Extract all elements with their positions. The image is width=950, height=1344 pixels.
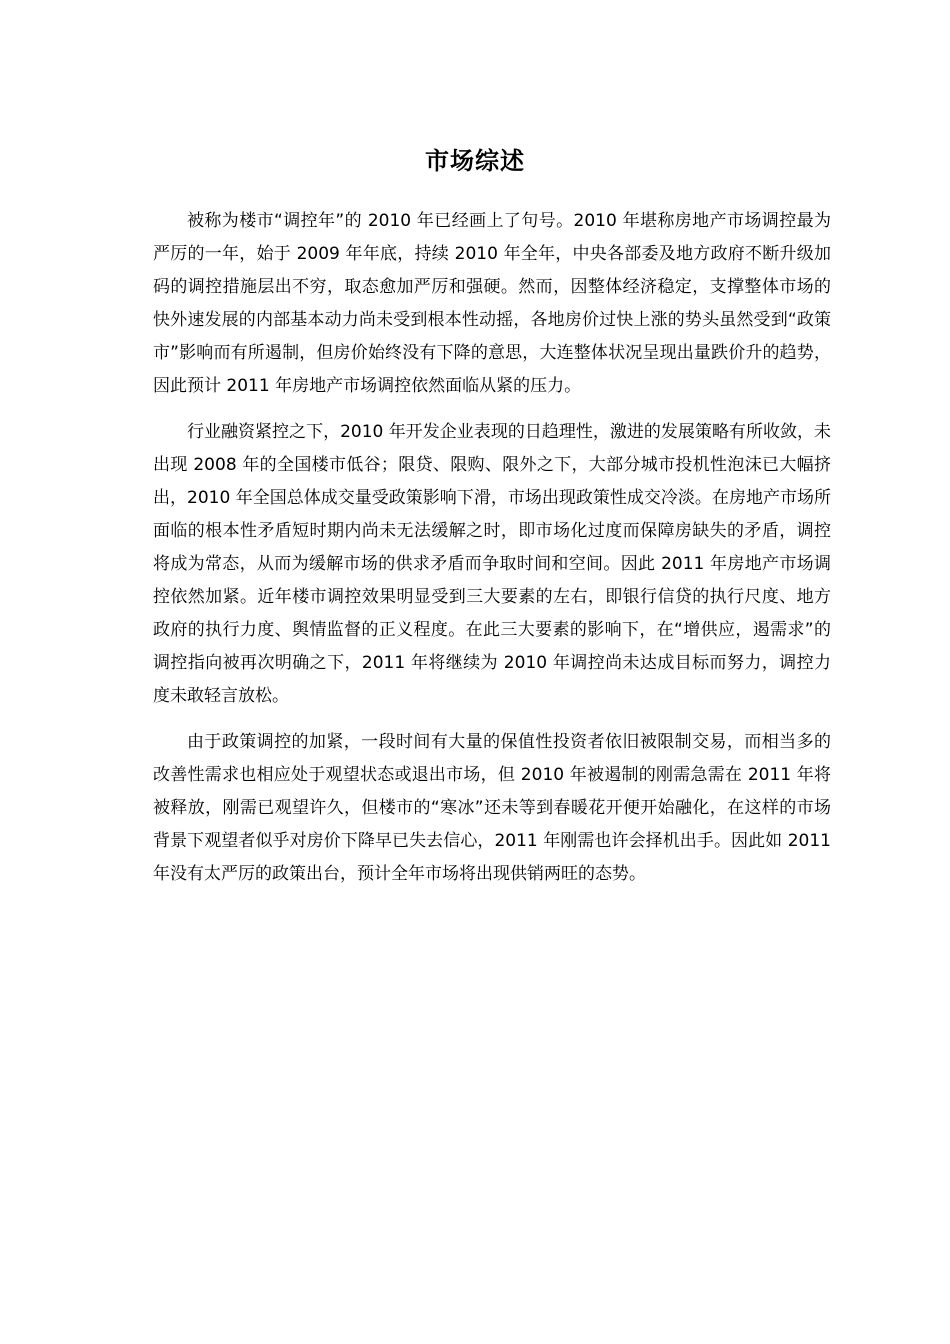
document-body: [153, 205, 831, 904]
paragraph-2: 行业融资紧控之下，2010 年开发企业表现的日趋理性，激进的发展策略有所收敛，未出现 2008 年的全国楼市低谷；限贷、限购、限外之下，大部分城市投机性泡沫已大幅挤出，2010 年全国总体成交量受政策影响下滑，市场出现政策性成交冷淡。在房地产市场所面临的根本性矛盾短时期内尚未无法缓解之时，即市场化过度而保障房缺失的矛盾，调控将成为常态，从而为缓解市场的供求矛盾而争取时间和空间。因此 2011 年房地产市场调控依然加紧。近年楼市调控效果明显受到三大要素的左右，即银行信贷的执行尺度、地方政府的执行力度、舆情监督的正义程度。在此三大要素的影响下，在“增供应，遏需求”的调控指向被再次明确之下，2011 年将继续为 2010 年调控尚未达成目标而努力，调控力度未敢轻言放松。: [153, 422, 831, 706]
page-title: 市场综述: [425, 147, 525, 175]
paragraph-3: 由于政策调控的加紧，一段时间有大量的保值性投资者依旧被限制交易，而相当多的改善性需求也相应处于观望状态或退出市场，但 2010 年被遏制的刚需急需在 2011 年将被释放，刚需已观望许久，但楼市的“寒冰”还未等到春暖花开便开始融化，在这样的市场背景下观望者似乎对房价下降早已失去信心，2011 年刚需也许会择机出手。因此如 2011 年没有太严厉的政策出台，预计全年市场将出现供销两旺的态势。: [153, 732, 831, 884]
paragraph-1: 被称为楼市“调控年”的 2010 年已经画上了句号。2010 年堪称房地产市场调控最为严厉的一年，始于 2009 年年底，持续 2010 年全年，中央各部委及地方政府不断升级加码的调控措施层出不穷，取态愈加严厉和强硬。然而，因整体经济稳定，支撑整体市场的快外速发展的内部基本动力尚未受到根本性动摇，各地房价过快上涨的势头虽然受到“政策市”影响而有所遏制，但房价始终没有下降的意思，大连整体状况呈现出量跌价升的趋势，因此预计 2011 年房地产市场调控依然面临从紧的压力。: [153, 211, 831, 396]
